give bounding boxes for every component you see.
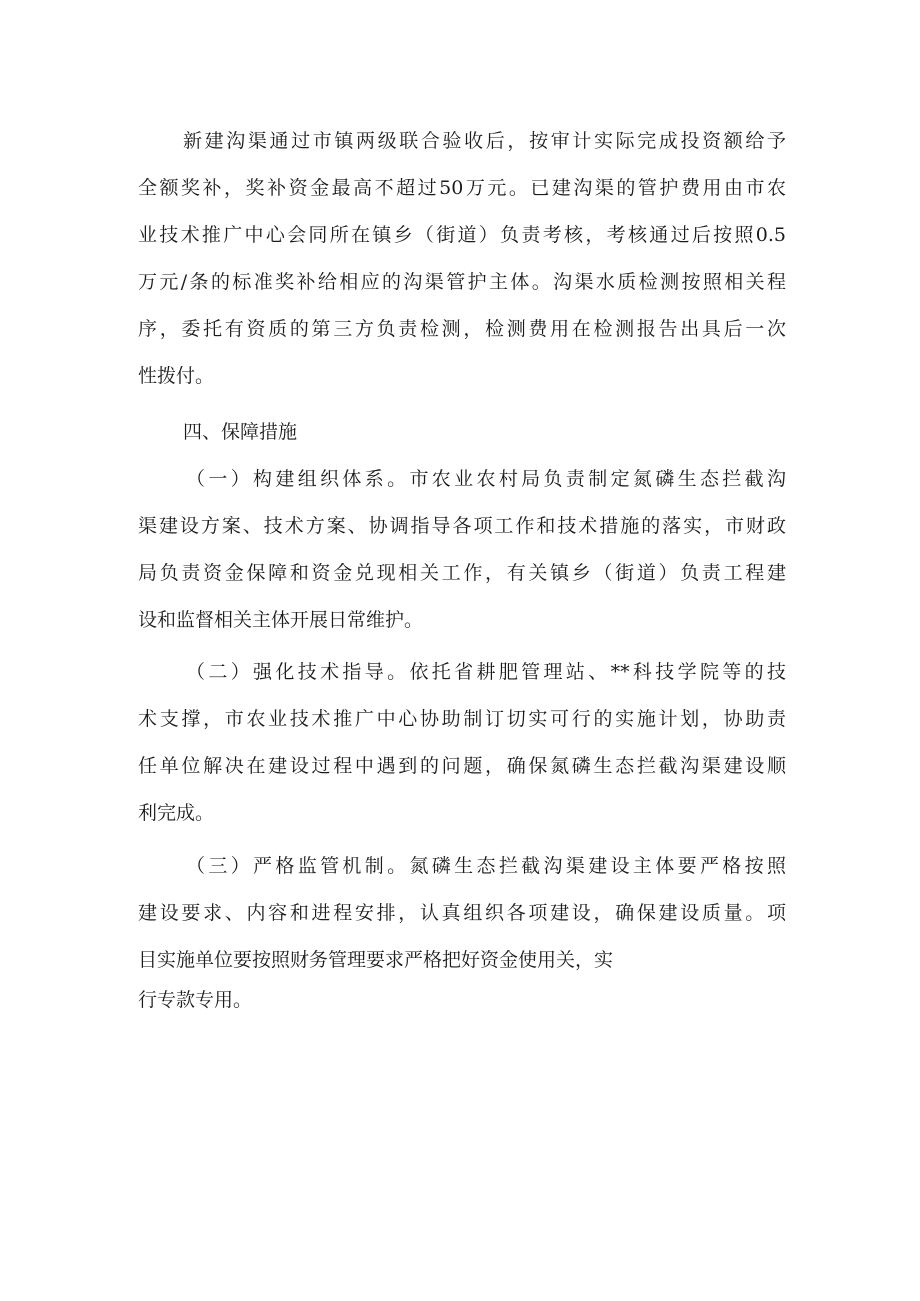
paragraph-line: 全额奖补，奖补资金最高不超过50万元。已建沟渠的管护费用由市农	[138, 177, 786, 199]
paragraph-line: 序，委托有资质的第三方负责检测，检测费用在检测报告出具后一次	[138, 318, 786, 340]
paragraph-line: 术支撑，市农业技术推广中心协助制订切实可行的实施计划，协助责	[138, 708, 786, 730]
paragraph-line: （二）强化技术指导。依托省耕肥管理站、**科技学院等的技	[186, 661, 786, 683]
paragraph-line: 渠建设方案、技术方案、协调指导各项工作和技术措施的落实，市财政	[138, 515, 786, 537]
paragraph-line: 局负责资金保障和资金兑现相关工作，有关镇乡（街道）负责工程建	[138, 562, 786, 584]
paragraph-line: 设和监督相关主体开展日常维护。	[138, 609, 424, 631]
paragraph-line: 利完成。	[138, 802, 215, 824]
paragraph-line: 任单位解决在建设过程中遇到的问题，确保氮磷生态拦截沟渠建设顺	[138, 755, 786, 777]
paragraph-line: 行专款专用。	[138, 989, 253, 1011]
section-heading: 四、保障措施	[183, 421, 298, 443]
paragraph-line: 业技术推广中心会同所在镇乡（街道）负责考核，考核通过后按照0.5	[138, 224, 786, 246]
paragraph-line: 新建沟渠通过市镇两级联合验收后，按审计实际完成投资额给予	[183, 130, 786, 152]
paragraph-line: 建设要求、内容和进程安排，认真组织各项建设，确保建设质量。项	[138, 902, 786, 924]
paragraph-line: （一）构建组织体系。市农业农村局负责制定氮磷生态拦截沟	[186, 468, 786, 490]
paragraph-line: 目实施单位要按照财务管理要求严格把好资金使用关，实	[138, 949, 614, 971]
paragraph-line: 万元/条的标准奖补给相应的沟渠管护主体。沟渠水质检测按照相关程	[138, 271, 786, 293]
paragraph-line: （三）严格监管机制。氮磷生态拦截沟渠建设主体要严格按照	[186, 855, 786, 877]
paragraph-line: 性拨付。	[138, 365, 215, 387]
